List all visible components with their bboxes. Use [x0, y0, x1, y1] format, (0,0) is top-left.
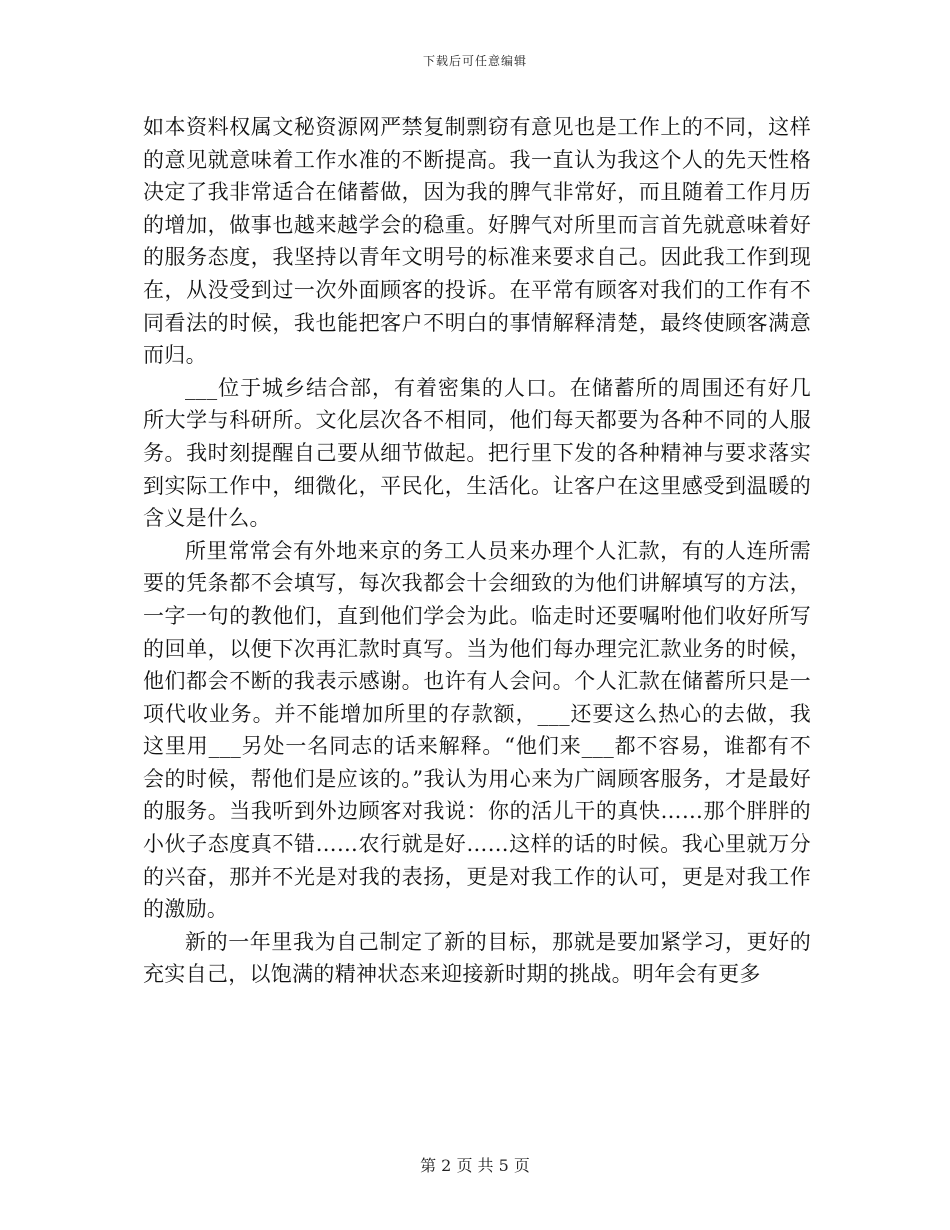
document-body — [143, 111, 811, 991]
paragraph-1: 如本资料权属文秘资源网严禁复制剽窃有意见也是工作上的不同，这样的意见就意味着工作水准的不断提高。我一直认为我这个人的先天性格决定了我非常适合在储蓄做，因为我的脾气非常好，而且随着工作月历的增加，做事也越来越学会的稳重。好脾气对所里而言首先就意味着好的服务态度，我坚持以青年文明号的标准来要求自己。因此我工作到现在，从没受到过一次外面顾客的投诉。在平常有顾客对我们的工作有不同看法的时候，我也能把客户不明白的事情解释清楚，最终使顾客满意而归。 — [143, 115, 811, 368]
paragraph-2: ___位于城乡结合部，有着密集的人口。在储蓄所的周围还有好几所大学与科研所。文化层次各不相同，他们每天都要为各种不同的人服务。我时刻提醒自己要从细节做起。把行里下发的各种精神与要求落实到实际工作中，细微化，平民化，生活化。让客户在这里感受到温暖的含义是什么。 — [143, 375, 811, 531]
paragraph-3: 所里常常会有外地来京的务工人员来办理个人汇款，有的人连所需要的凭条都不会填写，每次我都会十会细致的为他们讲解填写的方法，一字一句的教他们，直到他们学会为此。临走时还要嘱咐他们收好所写的回单，以便下次再汇款时真写。当为他们每办理完汇款业务的时候，他们都会不断的我表示感谢。也许有人会问。个人汇款在储蓄所只是一项代收业务。并不能增加所里的存款额，___还要这么热心的去做，我这里用___另处一名同志的话来解释。“他们来___都不容易，谁都有不会的时候，帮他们是应该的。”我认为用心来为广阔顾客服务，才是最好的服务。当我听到外边顾客对我说：你的活儿干的真快……那个胖胖的小伙子态度真不错……农行就是好……这样的话的时候。我心里就万分的兴奋，那并不光是对我的表扬，更是对我工作的认可，更是对我工作的激励。 — [143, 538, 811, 922]
page-footer: 第 2 页 共 5 页 — [420, 1156, 530, 1175]
paragraph-4: 新的一年里我为自己制定了新的目标，那就是要加紧学习，更好的充实自己，以饱满的精神状态来迎接新时期的挑战。明年会有更多 — [143, 929, 811, 987]
page-header: 下载后可任意编辑 — [422, 54, 527, 68]
